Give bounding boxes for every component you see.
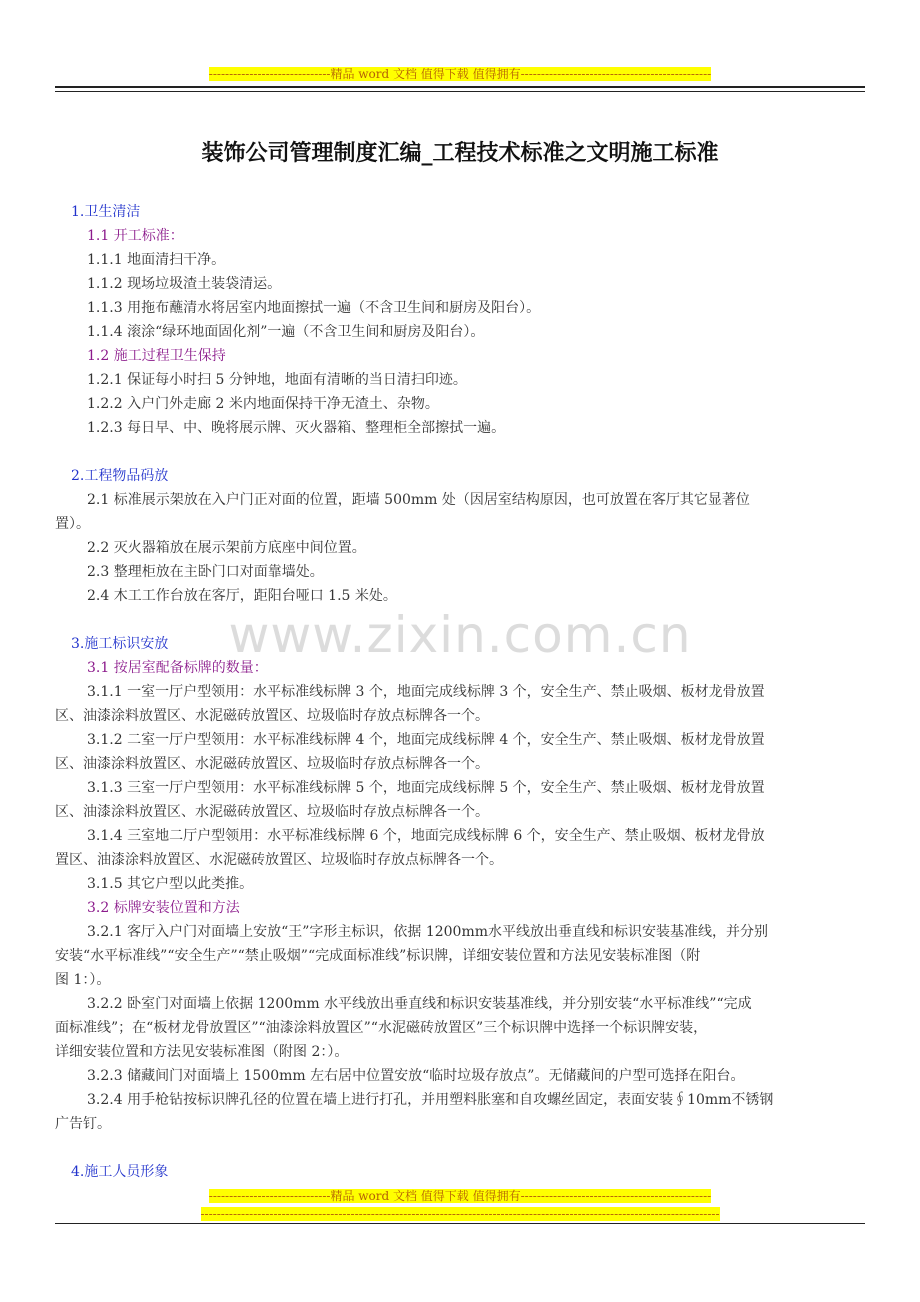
paragraph: 3.1.4 三室地二厅户型领用：水平标准线标牌 6 个，地面完成线标牌 6 个，安全生产、禁止吸烟、板材龙骨放 bbox=[87, 828, 765, 844]
section-heading-1: 1.卫生清洁 bbox=[71, 204, 141, 220]
document-body bbox=[55, 200, 865, 1184]
spacer bbox=[55, 440, 865, 464]
subsection-heading-1-2: 1.2 施工过程卫生保持 bbox=[87, 348, 226, 364]
section-heading-2: 2.工程物品码放 bbox=[71, 468, 169, 484]
paragraph-continuation: 图 1：）。 bbox=[55, 972, 111, 988]
subsection-heading-1-1: 1.1 开工标准： bbox=[87, 228, 184, 244]
document-title: 装饰公司管理制度汇编_工程技术标准之文明施工标准 bbox=[201, 141, 719, 166]
paragraph-continuation: 置）。 bbox=[55, 516, 90, 532]
paragraph: 3.2.3 储藏间门对面墙上 1500mm 左右居中位置安放“临时垃圾存放点”。无储藏间的户型可选择在阳台。 bbox=[87, 1068, 745, 1084]
header-banner: ------------------------------精品 word 文档 值得下载 值得拥有----------------------------------------------- bbox=[208, 67, 712, 81]
paragraph-continuation: 置区、油漆涂料放置区、水泥磁砖放置区、垃圾临时存放点标牌各一个。 bbox=[55, 852, 503, 868]
paragraph: 1.1.3 用拖布蘸清水将居室内地面擦拭一遍（不含卫生间和厨房及阳台）。 bbox=[87, 300, 541, 316]
paragraph: 3.1.1 一室一厅户型领用：水平标准线标牌 3 个，地面完成线标牌 3 个，安全生产、禁止吸烟、板材龙骨放置 bbox=[87, 684, 765, 700]
paragraph: 1.2.2 入户门外走廊 2 米内地面保持干净无渣土、杂物。 bbox=[87, 396, 439, 412]
paragraph: 1.1.2 现场垃圾渣土装袋清运。 bbox=[87, 276, 282, 292]
paragraph: 1.2.1 保证每小时扫 5 分钟地，地面有清晰的当日清扫印迹。 bbox=[87, 372, 467, 388]
paragraph: 2.2 灭火器箱放在展示架前方底座中间位置。 bbox=[87, 540, 366, 556]
paragraph-continuation: 面标准线”；在“板材龙骨放置区”“油漆涂料放置区”“水泥磁砖放置区”三个标识牌中选择一个标识牌安装， bbox=[55, 1020, 708, 1036]
paragraph-continuation: 区、油漆涂料放置区、水泥磁砖放置区、垃圾临时存放点标牌各一个。 bbox=[55, 756, 489, 772]
footer-rule bbox=[55, 1223, 865, 1224]
paragraph: 3.1.2 二室一厅户型领用：水平标准线标牌 4 个，地面完成线标牌 4 个，安全生产、禁止吸烟、板材龙骨放置 bbox=[87, 732, 765, 748]
section-heading-3: 3.施工标识安放 bbox=[71, 636, 169, 652]
spacer bbox=[55, 1136, 865, 1160]
paragraph-continuation: 区、油漆涂料放置区、水泥磁砖放置区、垃圾临时存放点标牌各一个。 bbox=[55, 804, 489, 820]
paragraph: 3.2.4 用手枪钻按标识牌孔径的位置在墙上进行打孔，并用塑料胀塞和自攻螺丝固定，表面安装∮10mm不锈钢 bbox=[87, 1092, 774, 1108]
paragraph: 3.1.3 三室一厅户型领用：水平标准线标牌 5 个，地面完成线标牌 5 个，安全生产、禁止吸烟、板材龙骨放置 bbox=[87, 780, 765, 796]
paragraph: 3.1.5 其它户型以此类推。 bbox=[87, 876, 254, 892]
paragraph: 2.4 木工工作台放在客厅，距阳台哑口 1.5 米处。 bbox=[87, 588, 397, 604]
footer-banner: ------------------------------精品 word 文档 值得下载 值得拥有----------------------------------------------- bbox=[208, 1189, 712, 1203]
paragraph-continuation: 详细安装位置和方法见安装标准图（附图 2：）。 bbox=[55, 1044, 349, 1060]
section-heading-4: 4.施工人员形象 bbox=[71, 1164, 169, 1180]
paragraph: 2.3 整理柜放在主卧门口对面靠墙处。 bbox=[87, 564, 324, 580]
paragraph: 1.1.4 滚涂“绿环地面固化剂”一遍（不含卫生间和厨房及阳台）。 bbox=[87, 324, 485, 340]
paragraph: 3.2.1 客厅入户门对面墙上安放“王”字形主标识，依据 1200mm水平线放出垂直线和标识安装基准线，并分别 bbox=[87, 924, 769, 940]
paragraph: 2.1 标准展示架放在入户门正对面的位置，距墙 500mm 处（因居室结构原因，也可放置在客厅其它显著位 bbox=[87, 492, 750, 508]
paragraph: 1.2.3 每日早、中、晚将展示牌、灭火器箱、整理柜全部擦拭一遍。 bbox=[87, 420, 506, 436]
header-rule-thick bbox=[55, 86, 865, 88]
watermark: www.zixin.com.cn bbox=[228, 606, 692, 664]
paragraph-continuation: 区、油漆涂料放置区、水泥磁砖放置区、垃圾临时存放点标牌各一个。 bbox=[55, 708, 489, 724]
footer-banner-dashes: -------------------------------------------------------------------------------------------------------------------------------- bbox=[200, 1207, 720, 1221]
subsection-heading-3-2: 3.2 标牌安装位置和方法 bbox=[87, 900, 240, 916]
paragraph: 3.2.2 卧室门对面墙上依据 1200mm 水平线放出垂直线和标识安装基准线，并分别安装“水平标准线”“完成 bbox=[87, 996, 752, 1012]
spacer bbox=[55, 608, 865, 632]
header-rule-thin bbox=[55, 91, 865, 92]
paragraph: 1.1.1 地面清扫干净。 bbox=[87, 252, 226, 268]
subsection-heading-3-1: 3.1 按居室配备标牌的数量： bbox=[87, 660, 268, 676]
paragraph-continuation: 广告钉。 bbox=[55, 1116, 111, 1132]
paragraph-continuation: 安装“水平标准线”“安全生产”“禁止吸烟”“完成面标准线”标识牌，详细安装位置和方法见安装标准图（附 bbox=[55, 948, 701, 964]
